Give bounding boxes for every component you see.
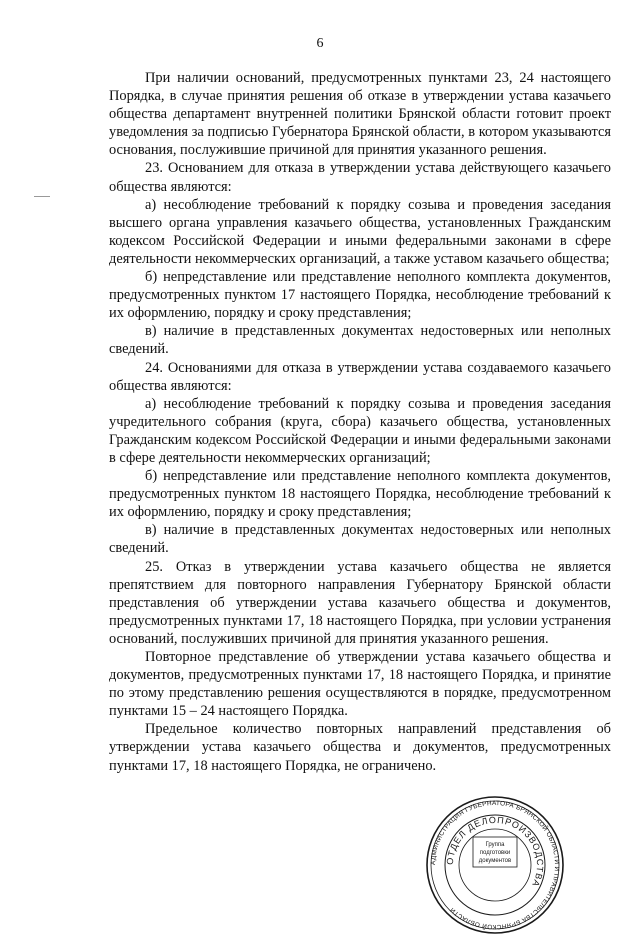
paragraph-23-a: а) несоблюдение требований к порядку созыва и проведения заседания высшего органа управления казачьего общества, установленных Гражданским кодексом Российской Федерации и иными федеральными законами в сфере деятельности некоммерческих организаций, а также уставом казачьего общества; — [109, 196, 611, 267]
stamp-center-line-2: подготовки — [479, 850, 511, 856]
paragraph-23: 23. Основанием для отказа в утверждении устава действующего казачьего общества являются: — [109, 160, 611, 195]
paragraph-23-b: б) непредставление или представление неполного комплекта документов, предусмотренных пунктом 17 настоящего Порядка, несоблюдение требований к их оформлению, порядку и сроку представления; — [109, 269, 611, 322]
stamp-center-line-3: документов — [478, 858, 512, 864]
margin-mark — [34, 196, 50, 197]
paragraph-intro: При наличии оснований, предусмотренных пунктами 23, 24 настоящего Порядка, в случае принятия решения об отказе в утверждении устава казачьего общества департамент внутренней политики Брянской области готовит проект уведомления за подписью Губернатора Брянской области, в котором указываются основания, послужившие причиной для принятия указанного решения. — [109, 70, 611, 159]
paragraph-24: 24. Основаниями для отказа в утверждении устава создаваемого казачьего общества являются: — [109, 359, 611, 394]
paragraph-repeat: Повторное представление об утверждении устава казачьего общества и документов, предусмотренных пунктами 17, 18 настоящего Порядка, и принятие по этому представлению решения осуществляются в порядке, предусмотренном пунктами 15 – 24 настоящего Порядка. — [109, 649, 611, 720]
paragraph-25: 25. Отказ в утверждении устава казачьего общества не является препятствием для повторного направления Губернатору Брянской области представления об утверждении устава казачьего общества и документов, предусмотренных пунктами 17, 18 настоящего Порядка, при условии устранения оснований, послуживших причиной для принятия указанного решения. — [109, 558, 611, 647]
paragraph-limit: Предельное количество повторных направлений представления об утверждении устава казачьего общества и документов, предусмотренных пунктами 17, 18 настоящего Порядка, не ограничено. — [109, 721, 611, 774]
page-number: 6 — [316, 36, 324, 51]
document-body — [109, 69, 611, 775]
stamp-inner-text: ОТДЕЛ ДЕЛОПРОИЗВОДСТВА — [444, 814, 546, 889]
paragraph-23-c: в) наличие в представленных документах недостоверных или неполных сведений. — [109, 323, 611, 358]
stamp-outer-text: АДМИНИСТРАЦИЯ ГУБЕРНАТОРА БРЯНСКОЙ ОБЛАСТИ И ПРАВИТЕЛЬСТВА БРЯНСКОЙ ОБЛАСТИ — [429, 799, 561, 931]
paragraph-24-c: в) наличие в представленных документах недостоверных или неполных сведений. — [109, 522, 611, 557]
paragraph-24-a: а) несоблюдение требований к порядку созыва и проведения заседания учредительного собрания (круга, сбора) казачьего общества, установленных Гражданским кодексом Российской Федерации и иными федеральными законами в сфере деятельности некоммерческих организаций; — [109, 395, 611, 466]
paragraph-24-b: б) непредставление или представление неполного комплекта документов, предусмотренных пунктом 18 настоящего Порядка, несоблюдение требований к их оформлению, порядку и сроку представления; — [109, 468, 611, 521]
stamp-center-line-1: Группа — [485, 842, 505, 848]
office-stamp — [425, 785, 565, 931]
